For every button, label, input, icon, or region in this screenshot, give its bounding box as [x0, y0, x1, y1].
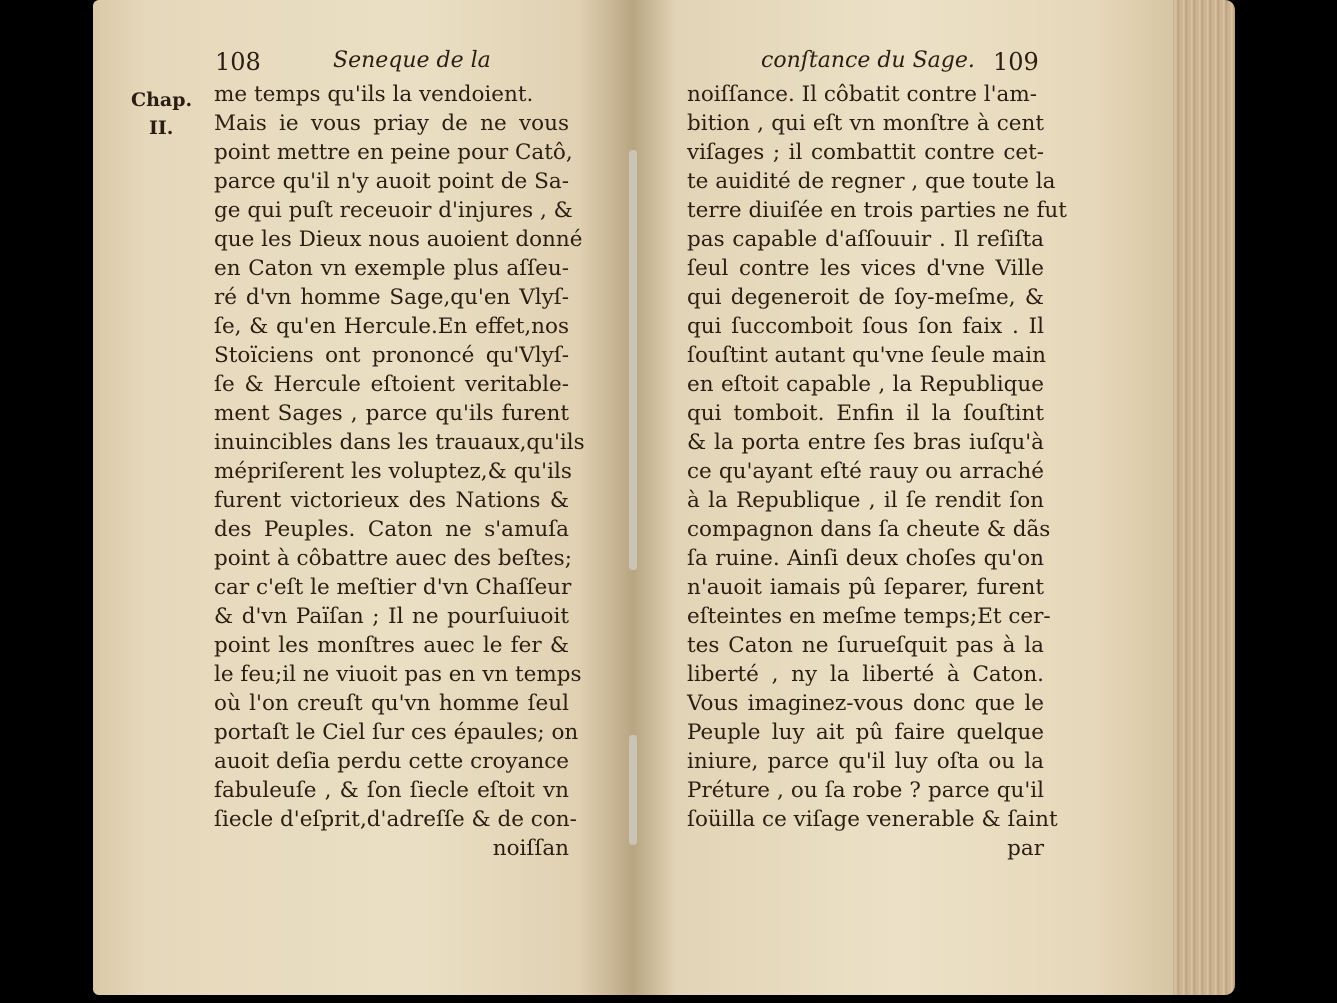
text-line: en Caton vn exemple plus aſſeu- — [214, 256, 569, 281]
text-line: ſiecle d'eſprit,d'adreſſe & de con- — [214, 807, 577, 832]
text-line: ſouſtint autant qu'vne ſeule main — [687, 343, 1046, 368]
spine-thread — [629, 150, 637, 570]
text-line: ſe & Hercule eſtoient veritable- — [214, 372, 569, 397]
right-page — [633, 0, 1173, 995]
text-line: mépriſerent les voluptez,& qu'ils — [214, 459, 572, 484]
text-line: n'auoit iamais pû ſeparer, furent — [687, 575, 1044, 600]
text-line: ce qu'ayant eſté rauy ou arraché — [687, 459, 1044, 484]
text-line: des Peuples. Caton ne s'amuſa — [214, 517, 569, 542]
text-line: parce qu'il n'y auoit point de Sa- — [214, 169, 569, 194]
text-line: pas capable d'aſſouuir . Il reſiſta — [687, 227, 1044, 252]
text-line: noiſſance. Il côbatit contre l'am- — [687, 82, 1038, 107]
text-line: en eſtoit capable , la Republique — [687, 372, 1044, 397]
text-line: ré d'vn homme Sage,qu'en Vlyſ- — [214, 285, 569, 310]
text-line: liberté , ny la liberté à Caton. — [687, 662, 1044, 687]
left-running-head: Seneque de la — [333, 48, 491, 73]
text-line: ment Sages , parce qu'ils furent — [214, 401, 569, 426]
text-line: iniure, parce qu'il luy oſta ou la — [687, 749, 1044, 774]
text-line: & d'vn Païſan ; Il ne pourſuiuoit — [214, 604, 569, 629]
left-page-body — [214, 80, 585, 834]
text-line: qui tomboit. Enfin il la ſouſtint — [687, 401, 1044, 426]
text-line: Peuple luy ait pû faire quelque — [687, 720, 1044, 745]
margin-note-line: II. — [149, 117, 174, 139]
text-line: Mais ie vous priay de ne vous — [214, 111, 569, 136]
right-folio: 109 — [993, 48, 1039, 76]
text-line: le feu;il ne viuoit pas en vn temps — [214, 662, 582, 687]
text-line: point les monſtres auec le fer & — [214, 633, 569, 658]
margin-note-line: Chap. — [131, 89, 193, 111]
page-edges — [1173, 0, 1235, 995]
text-line: Préture , ou ſa robe ? parce qu'il — [687, 778, 1044, 803]
text-line: bition , qui eſt vn monſtre à cent — [687, 111, 1044, 136]
text-line: Stoïciens ont prononcé qu'Vlyſ- — [214, 343, 569, 368]
text-line: terre diuiſée en trois parties ne fut — [687, 198, 1067, 223]
text-line: où l'on creuſt qu'vn homme ſeul — [214, 691, 569, 716]
spine-thread — [629, 735, 637, 845]
text-line: & la porta entre ſes bras iuſqu'à — [687, 430, 1044, 455]
right-running-head: conſtance du Sage. — [761, 48, 975, 73]
text-line: point mettre en peine pour Catô, — [214, 140, 573, 165]
right-page-body — [687, 80, 1067, 834]
text-line: ſeul contre les vices d'vne Ville — [687, 256, 1044, 281]
text-line: car c'eſt le meſtier d'vn Chaſſeur — [214, 575, 572, 600]
chapter-margin-note — [131, 86, 192, 142]
text-line: à la Republique , il ſe rendit ſon — [687, 488, 1044, 513]
text-line: qui ſuccomboit ſous ſon faix . Il — [687, 314, 1044, 339]
text-line: qui degeneroit de ſoy-meſme, & — [687, 285, 1044, 310]
text-line: point à côbattre auec des beſtes; — [214, 546, 572, 571]
text-line: ſa ruine. Ainſi deux choſes qu'on — [687, 546, 1044, 571]
left-page — [93, 0, 633, 995]
open-book — [93, 0, 1235, 1003]
text-line: te auidité de regner , que toute la — [687, 169, 1056, 194]
text-line: compagnon dans ſa cheute & dãs — [687, 517, 1051, 542]
text-line: ſoüilla ce viſage venerable & ſaint — [687, 807, 1058, 832]
right-catchword: par — [1007, 836, 1044, 861]
text-line: que les Dieux nous auoient donné — [214, 227, 583, 252]
text-line: eſteintes en meſme temps;Et cer- — [687, 604, 1051, 629]
text-line: portaſt le Ciel ſur ces épaules; on — [214, 720, 579, 745]
text-line: fabuleuſe , & ſon ſiecle eſtoit vn — [214, 778, 569, 803]
text-line: inuincibles dans les trauaux,qu'ils — [214, 430, 585, 455]
left-catchword: noiſſan — [492, 836, 569, 861]
text-line: me temps qu'ils la vendoient. — [214, 82, 534, 107]
text-line: ge qui puſt receuoir d'injures , & — [214, 198, 573, 223]
text-line: auoit deſia perdu cette croyance — [214, 749, 569, 774]
text-line: Vous imaginez-vous donc que le — [687, 691, 1044, 716]
text-line: viſages ; il combattit contre cet- — [687, 140, 1044, 165]
left-folio: 108 — [215, 48, 261, 76]
text-line: furent victorieux des Nations & — [214, 488, 569, 513]
text-line: ſe, & qu'en Hercule.En effet,nos — [214, 314, 569, 339]
text-line: tes Caton ne ſurueſquit pas à la — [687, 633, 1044, 658]
